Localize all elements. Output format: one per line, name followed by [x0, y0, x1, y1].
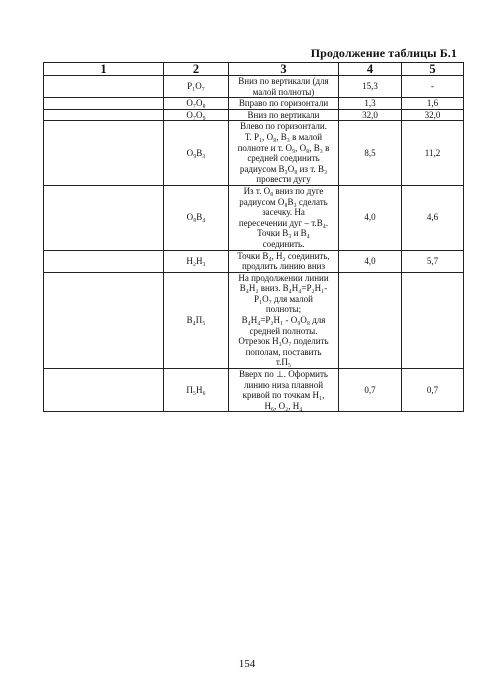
- description-line: продлить линию вниз: [241, 261, 326, 272]
- cell-col1: [44, 250, 164, 272]
- table-row: [44, 76, 464, 98]
- cell-value-small: 4,0: [339, 185, 402, 250]
- cell-col1: [44, 76, 164, 98]
- cell-col1: [44, 98, 164, 110]
- cell-value-small: 15,3: [339, 76, 402, 98]
- description-line: На продолжении линии: [238, 272, 329, 283]
- description-line: кривой по точкам H₁,: [242, 390, 325, 401]
- description-line: Вверх по ⊥. Оформить: [238, 369, 329, 380]
- table-row: [44, 121, 464, 186]
- cell-description: [229, 98, 339, 110]
- cell-segment: O₈B₄: [164, 185, 229, 250]
- cell-col1: [44, 185, 164, 250]
- table-body: [44, 76, 464, 412]
- header-cell: 5: [402, 63, 464, 76]
- table-row: [44, 250, 464, 272]
- description-line: средней полноты.: [249, 325, 318, 336]
- description-line: радиусом B₃O₈ из т. B₃: [239, 163, 328, 174]
- cell-col1: [44, 109, 164, 121]
- page-number: 154: [238, 658, 256, 670]
- table-caption: Продолжение таблицы Б.1: [310, 46, 457, 60]
- cell-col1: [44, 272, 164, 368]
- cell-value-medium: -: [402, 76, 464, 98]
- description-line: линию низа плавной: [243, 379, 324, 390]
- cell-description: [229, 272, 339, 368]
- header-cell: 4: [339, 63, 402, 76]
- cell-segment: П₅H₆: [164, 369, 229, 412]
- description-line: Отрезок H₃O₇ поделить: [238, 336, 329, 347]
- description-line: пересечении дуг – т.B₄.: [238, 217, 329, 228]
- description-line: малой полноты): [252, 86, 315, 97]
- description-line: соединить.: [262, 238, 305, 249]
- cell-col1: [44, 369, 164, 412]
- cell-value-small: 8,5: [339, 121, 402, 186]
- table-row: [44, 98, 464, 110]
- cell-value-small: 0,7: [339, 369, 402, 412]
- cell-segment: B₄П₅: [164, 272, 229, 368]
- description-line: провести дугу: [256, 174, 311, 185]
- header-row: [44, 63, 464, 76]
- cell-description: [229, 185, 339, 250]
- cell-value-medium: 11,2: [402, 121, 464, 186]
- description-line: средней соединить: [247, 153, 320, 164]
- cell-value-small: [339, 272, 402, 368]
- description-line: т.П₅: [275, 357, 292, 368]
- description-line: Влево по горизонтали.: [240, 121, 327, 132]
- description-line: H₆, O₂, H₄: [264, 400, 303, 411]
- description-line: Т. P₁, O₈, B₃ в малой: [244, 131, 323, 142]
- cell-value-small: 4,0: [339, 250, 402, 272]
- header-cell: 2: [164, 63, 229, 76]
- table-row: [44, 109, 464, 121]
- continuation-table: [43, 62, 464, 412]
- cell-segment: H₂H₃: [164, 250, 229, 272]
- cell-segment: O₇O₉: [164, 109, 229, 121]
- cell-value-medium: 1,6: [402, 98, 464, 110]
- description-line: Точки B₄, H₂ соединить,: [237, 250, 330, 261]
- cell-value-small: 32,0: [339, 109, 402, 121]
- cell-segment: O₉B₃: [164, 121, 229, 186]
- description-line: пополам, поставить: [245, 346, 322, 357]
- table-row: [44, 272, 464, 368]
- description-line: Вправо по горизонтали: [238, 98, 329, 109]
- cell-value-medium: [402, 272, 464, 368]
- cell-value-medium: 4,6: [402, 185, 464, 250]
- cell-value-small: 1,3: [339, 98, 402, 110]
- description-line: B₄H₄=P₂H₁ - O₉O₈ для: [241, 315, 326, 326]
- cell-value-medium: 0,7: [402, 369, 464, 412]
- description-line: полноты;: [265, 304, 302, 315]
- description-line: радиусом O₈B₃ сделать: [239, 196, 328, 207]
- description-line: Вниз по вертикали: [247, 109, 320, 120]
- description-line: полноте и т. O₉, O₈, B₃ в: [237, 142, 330, 153]
- cell-segment: O₇O₈: [164, 98, 229, 110]
- cell-value-medium: 5,7: [402, 250, 464, 272]
- cell-description: [229, 121, 339, 186]
- cell-description: [229, 369, 339, 412]
- description-line: Из т. O₈ вниз по дуге: [243, 185, 324, 196]
- header-cell: 1: [44, 63, 164, 76]
- description-line: засечку. На: [262, 207, 305, 218]
- description-line: P₁O₇ для малой: [253, 293, 313, 304]
- description-line: B₄H₂ вниз. B₄H₄=P₂H₁-: [239, 283, 328, 294]
- cell-col1: [44, 121, 164, 186]
- description-line: Точки B₃ и B₄: [257, 228, 310, 239]
- cell-description: [229, 250, 339, 272]
- table-row: [44, 369, 464, 412]
- cell-description: [229, 76, 339, 98]
- cell-description: [229, 109, 339, 121]
- cell-segment: P₁O₇: [164, 76, 229, 98]
- table-row: [44, 185, 464, 250]
- cell-value-medium: 32,0: [402, 109, 464, 121]
- header-cell: 3: [229, 63, 339, 76]
- description-line: Вниз по вертикали (для: [238, 76, 329, 86]
